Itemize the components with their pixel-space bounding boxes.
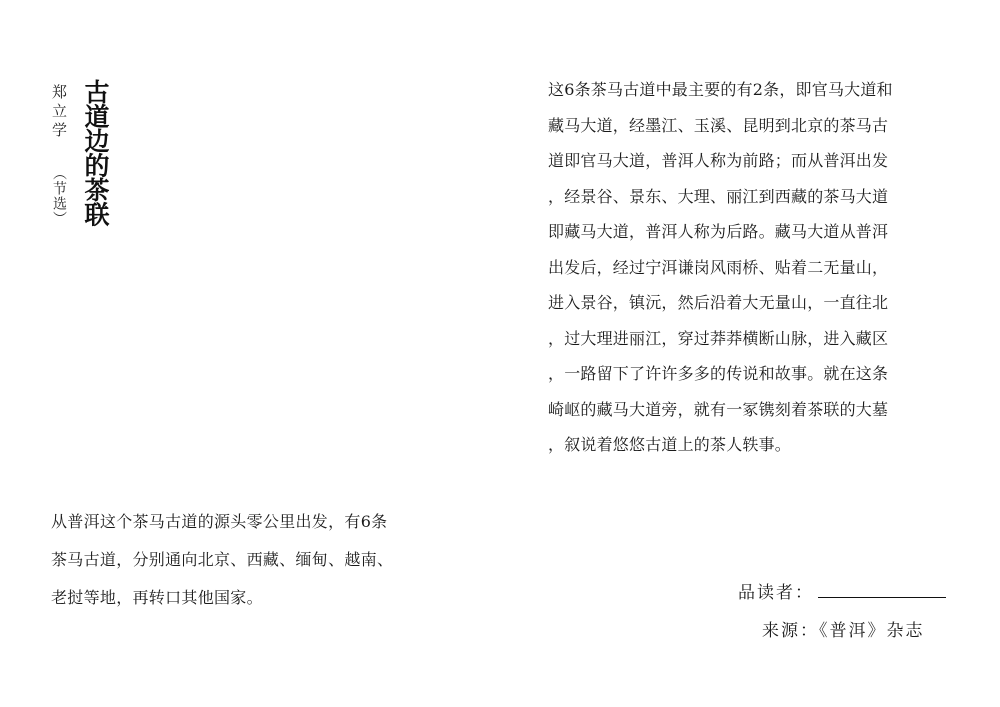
paragraph-line: 藏马大道，经墨江、玉溪、昆明到北京的茶马古	[548, 115, 889, 135]
source-credit: 来源：《普洱》杂志	[762, 621, 925, 641]
reader-field	[738, 578, 946, 603]
paragraph-line: ，一路留下了许许多多的传说和故事。就在这条	[548, 364, 889, 383]
paragraph-line: 进入景谷，镇沅，然后沿着大无量山，一直往北	[548, 293, 889, 312]
reader-label: 品读者：	[738, 583, 814, 603]
paragraph-line: 老挝等地，再转口其他国家。	[51, 588, 263, 607]
intro-paragraph	[51, 503, 456, 617]
paragraph-line: 从普洱这个茶马古道的源头零公里出发，有6条	[51, 512, 388, 531]
paragraph-line: 道即官马大道，普洱人称为前路；而从普洱出发	[548, 151, 889, 170]
paragraph-line: 出发后，经过宁洱谦岗风雨桥、贴着二无量山，	[548, 257, 889, 277]
author-name: 郑立学	[50, 84, 68, 141]
excerpt-note: （节选）	[51, 166, 67, 226]
paragraph-line: 茶马古道，分别通向北京、西藏、缅甸、越南、	[51, 550, 394, 569]
main-paragraph	[548, 72, 958, 463]
paragraph-line: 崎岖的藏马大道旁，就有一冢镌刻着茶联的大墓	[548, 399, 889, 419]
paragraph-line: 这6条茶马古道中最主要的有2条，即官马大道和	[548, 80, 893, 99]
paragraph-line: ，经景谷、景东、大理、丽江到西藏的茶马大道	[548, 186, 889, 206]
reader-blank-line	[818, 596, 946, 598]
paragraph-line: ，过大理进丽江，穿过莽莽横断山脉，进入藏区	[548, 328, 889, 348]
article-title: 古道边的茶联	[81, 79, 110, 226]
paragraph-line: ，叙说着悠悠古道上的茶人轶事。	[548, 435, 792, 454]
paragraph-line: 即藏马大道，普洱人称为后路。藏马大道从普洱	[548, 222, 889, 241]
